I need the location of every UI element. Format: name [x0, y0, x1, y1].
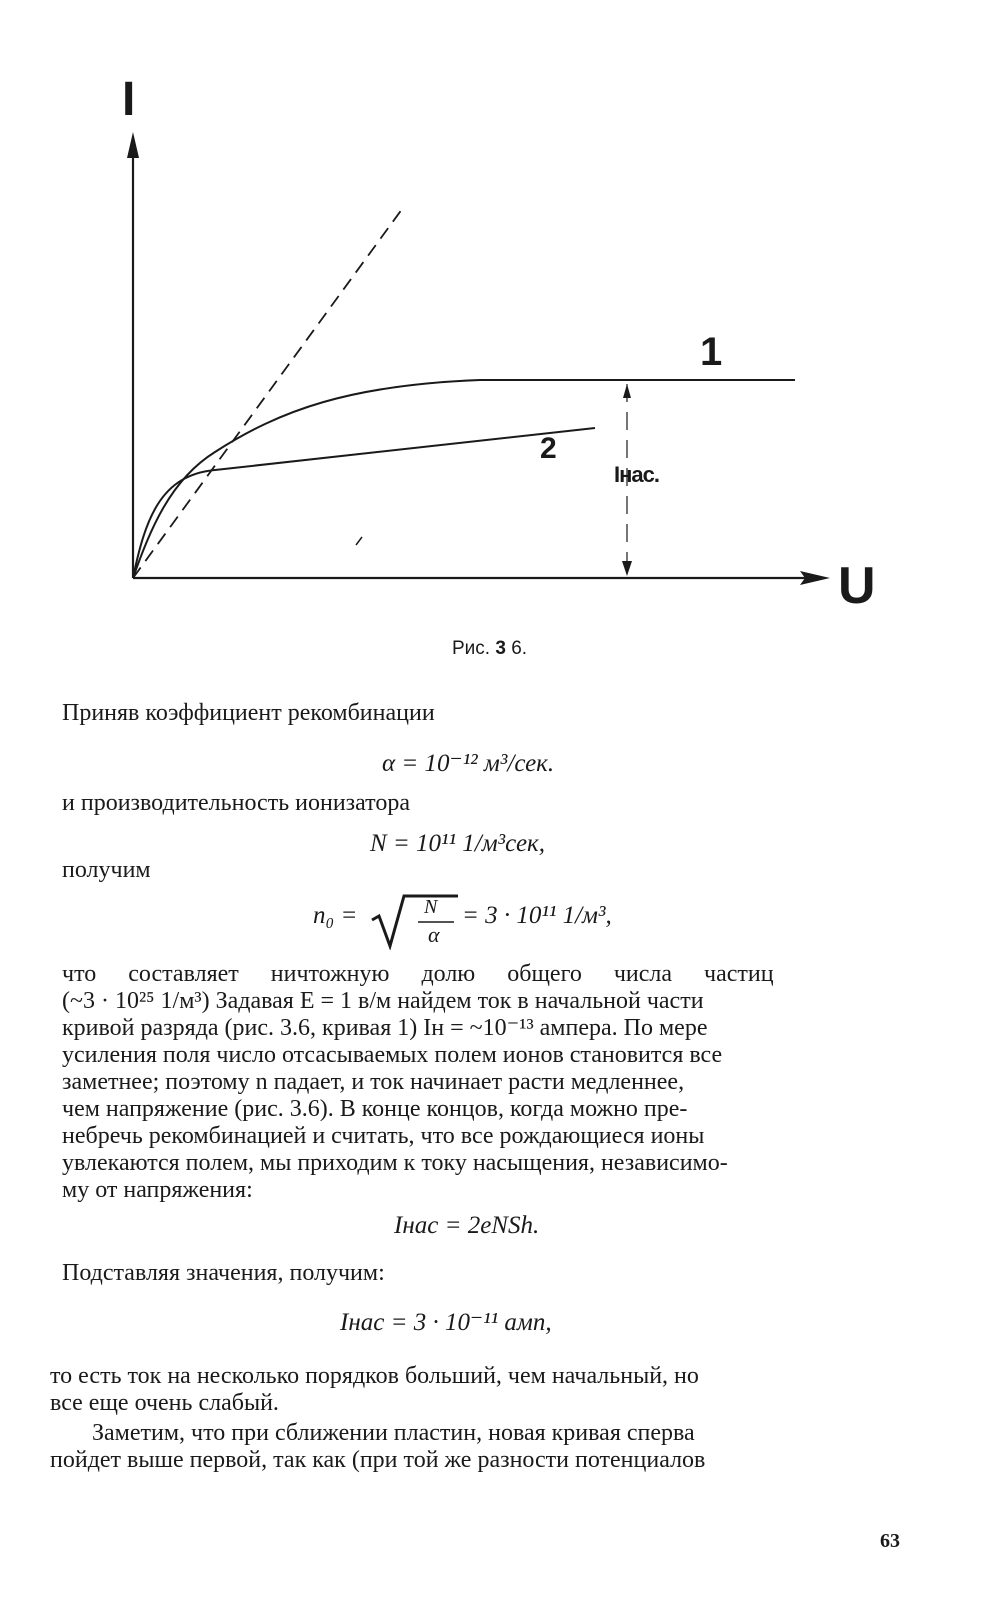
saturation-arrow-up: [623, 384, 631, 398]
stray-mark: [356, 537, 362, 545]
paragraph-7-line-2: пойдет выше первой, так как (при той же разности потенциалов: [50, 1447, 706, 1473]
saturation-current-label: Iнас.: [614, 462, 659, 487]
paragraph-4-line-2: (~3 · 10²⁵ 1/м³) Задавая E = 1 в/м найдем ток в начальной части: [62, 988, 704, 1014]
paragraph-4-line-9: му от напряжения:: [62, 1177, 253, 1203]
saturation-arrow-down: [622, 561, 632, 576]
y-axis-label: I: [122, 73, 136, 126]
curve-1-label: 1: [700, 330, 723, 374]
curve-2: [133, 428, 595, 578]
y-axis-arrow: [127, 132, 139, 158]
paragraph-4-line-1: что составляет ничтожную долю общего числа частиц: [62, 961, 774, 987]
paragraph-4-line-7: небречь рекомбинацией и считать, что все рождающиеся ионы: [62, 1123, 705, 1149]
formula-n0: [313, 902, 357, 930]
figure-caption: [452, 638, 527, 660]
x-axis-label: U: [838, 557, 876, 615]
curve-2-label: 2: [540, 432, 557, 465]
formula-alpha: α = 10⁻¹² м³/сек.: [382, 750, 555, 777]
curve-1: [133, 380, 795, 578]
caption-number: 3: [495, 638, 506, 659]
formula-n0-numerator: N: [424, 896, 438, 918]
paragraph-4-line-5: заметнее; поэтому n падает, и ток начинает расти медленнее,: [62, 1069, 685, 1095]
paragraph-5: Подставляя значения, получим:: [62, 1260, 385, 1286]
formula-n0-denominator: α: [428, 922, 440, 947]
discharge-curve-figure: [0, 0, 1001, 640]
caption-suffix: 6.: [511, 638, 528, 659]
paragraph-6-line-1: то есть ток на несколько порядков больший, чем начальный, но: [50, 1363, 699, 1389]
paragraph-4-line-6: чем напряжение (рис. 3.6). В конце концов, когда можно пре-: [62, 1096, 688, 1122]
paragraph-2: и производительность ионизатора: [62, 790, 410, 816]
paragraph-4-line-8: увлекаются полем, мы приходим к току насыщения, независимо-: [62, 1150, 728, 1176]
paragraph-4-line-3: кривой разряда (рис. 3.6, кривая 1) Iн = ~10⁻¹³ ампера. По мере: [62, 1015, 708, 1041]
paragraph-1: Приняв коэффициент рекомбинации: [62, 700, 435, 726]
formula-saturation-current: Iнас = 2eNSh.: [394, 1212, 540, 1239]
formula-n0-lhs: n₀ =: [313, 902, 358, 929]
paragraph-3: получим: [62, 857, 151, 883]
formula-N: N = 10¹¹ 1/м³сек,: [370, 830, 545, 857]
caption-prefix: Рис.: [452, 638, 491, 659]
formula-saturation-value: Iнас = 3 · 10⁻¹¹ амп,: [340, 1309, 552, 1336]
paragraph-6-line-2: все еще очень слабый.: [50, 1390, 279, 1416]
page-number: 63: [880, 1530, 900, 1552]
paragraph-7-line-1: Заметим, что при сближении пластин, новая кривая сперва: [92, 1420, 695, 1446]
paragraph-4-line-4: усиления поля число отсасываемых полем ионов становится все: [62, 1042, 723, 1068]
formula-n0-rhs: = 3 · 10¹¹ 1/м³,: [462, 902, 612, 929]
